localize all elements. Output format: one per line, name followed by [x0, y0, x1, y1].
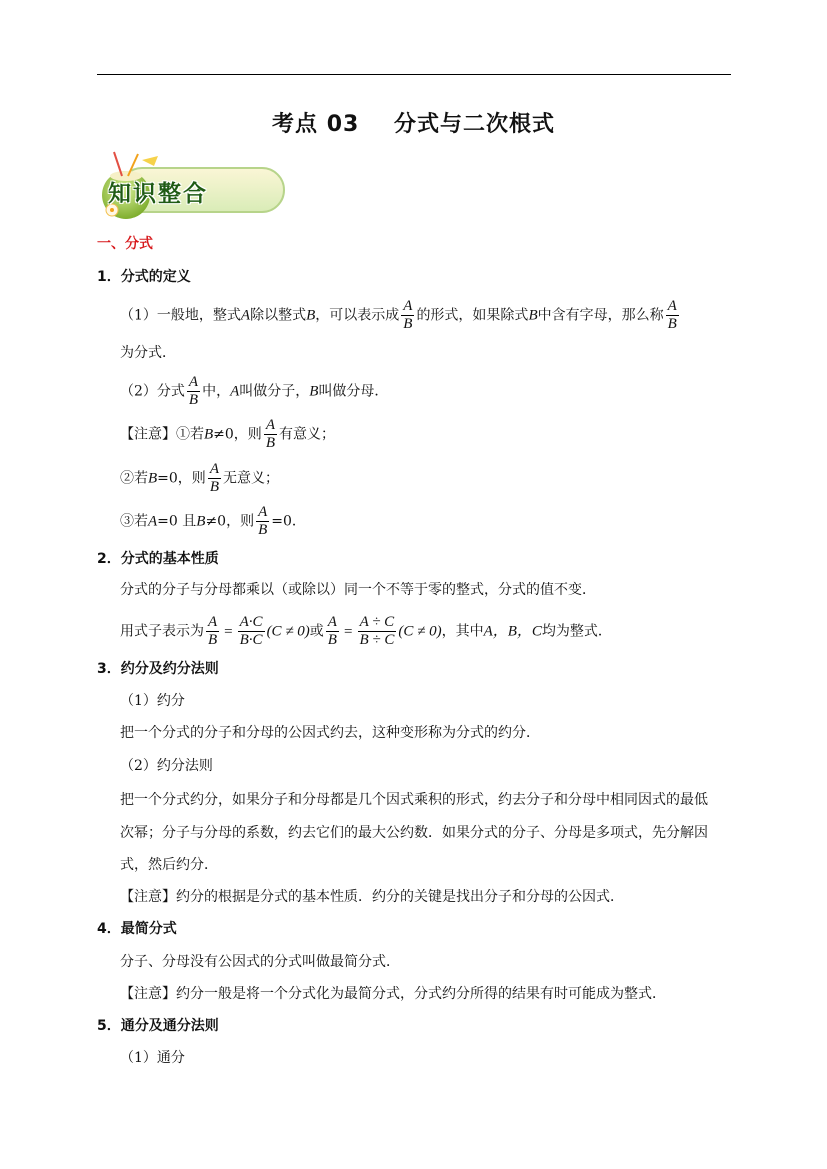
note-line-2: ②若B=0，则 $\frac{A}{B}$ 无意义； [120, 461, 279, 495]
section-title: 一、分式 [97, 236, 153, 252]
fraction-a-over-b: $\frac{A}{B}$ [403, 298, 413, 332]
reduction-sub-2: （2）约分法则 [120, 758, 213, 774]
heading-common-denominator: 5．通分及通分法则 [97, 1018, 219, 1034]
fraction-a-over-b: $\frac{A}{B}$ [209, 461, 219, 495]
definition-paragraph-end: 为分式． [120, 345, 176, 361]
reduction-paragraph-1: 把一个分式的分子和分母的公因式约去，这种变形称为分式的约分． [120, 725, 540, 741]
reduction-rule-line-3: 式，然后约分． [120, 857, 218, 873]
fraction-a-over-b: $\frac{A}{B}$ [208, 614, 218, 648]
fraction-a-over-b: $\frac{A}{B}$ [188, 374, 199, 408]
basic-property-paragraph: 分式的分子与分母都乘以（或除以）同一个不等于零的整式，分式的值不变． [120, 582, 596, 598]
definition-paragraph: （1）一般地，整式A除以整式B，可以表示成 $\frac{A}{B}$ 的形式，如果除式B中含有字母，那么称 $\frac{A}{B}$ [120, 298, 677, 332]
badge-label: 知识整合 [108, 181, 208, 207]
heading-definition: 1．分式的定义 [97, 269, 191, 285]
note-line-3: ③若A=0 且B≠0，则 $\frac{A}{B}$ =0． [120, 504, 306, 538]
fraction-a-over-b: $\frac{A}{B}$ [327, 614, 337, 648]
simplest-fraction-note: 【注意】约分一般是将一个分式化为最简分式，分式约分所得的结果有时可能成为整式． [120, 986, 666, 1002]
fraction-ac-over-bc: $\frac{A\cdot C}{B\cdot C}$ [239, 614, 263, 648]
reduction-sub-1: （1）约分 [120, 693, 185, 709]
reduction-rule-line-2: 次幂；分子与分母的系数，约去它们的最大公约数．如果分式的分子、分母是多项式，先分解因 [120, 825, 708, 841]
simplest-fraction-paragraph: 分子、分母没有公因式的分式叫做最简分式． [120, 954, 400, 970]
heading-basic-property: 2．分式的基本性质 [97, 551, 219, 567]
heading-reduction: 3．约分及约分法则 [97, 661, 219, 677]
fraction-a-over-b: $\frac{A}{B}$ [667, 298, 677, 332]
fraction-a-over-b: $\frac{A}{B}$ [258, 504, 268, 538]
page-title: 考点 03 分式与二次根式 [272, 112, 555, 137]
reduction-note: 【注意】约分的根据是分式的基本性质．约分的关键是找出分子和分母的公因式． [120, 889, 624, 905]
header-rule [97, 74, 731, 75]
heading-simplest-fraction: 4．最简分式 [97, 921, 177, 937]
note-line-1: 【注意】①若B≠0，则 $\frac{A}{B}$ 有意义； [120, 417, 335, 451]
numerator-denominator-paragraph: （2）分式 $\frac{A}{B}$ 中，A叫做分子，B叫做分母． [120, 374, 389, 408]
fraction-a-over-b: $\frac{A}{B}$ [265, 417, 275, 451]
fraction-a-div-c-over-b-div-c: $\frac{A \div C}{B \div C}$ [359, 614, 395, 648]
common-denominator-sub-1: （1）通分 [120, 1050, 185, 1066]
basic-property-formula: 用式子表示为 $\frac{A}{B}$ = $\frac{A\cdot C}{B\cdot C}$ (C ≠ 0)或 $\frac{A}{B}$ = $\frac{A \div C}{B \div C}$ (C ≠ 0)，其中A，B，C均为整式． [120, 614, 612, 648]
reduction-rule-line-1: 把一个分式约分，如果分子和分母都是几个因式乘积的形式，约去分子和分母中相同因式的最低 [120, 792, 708, 808]
